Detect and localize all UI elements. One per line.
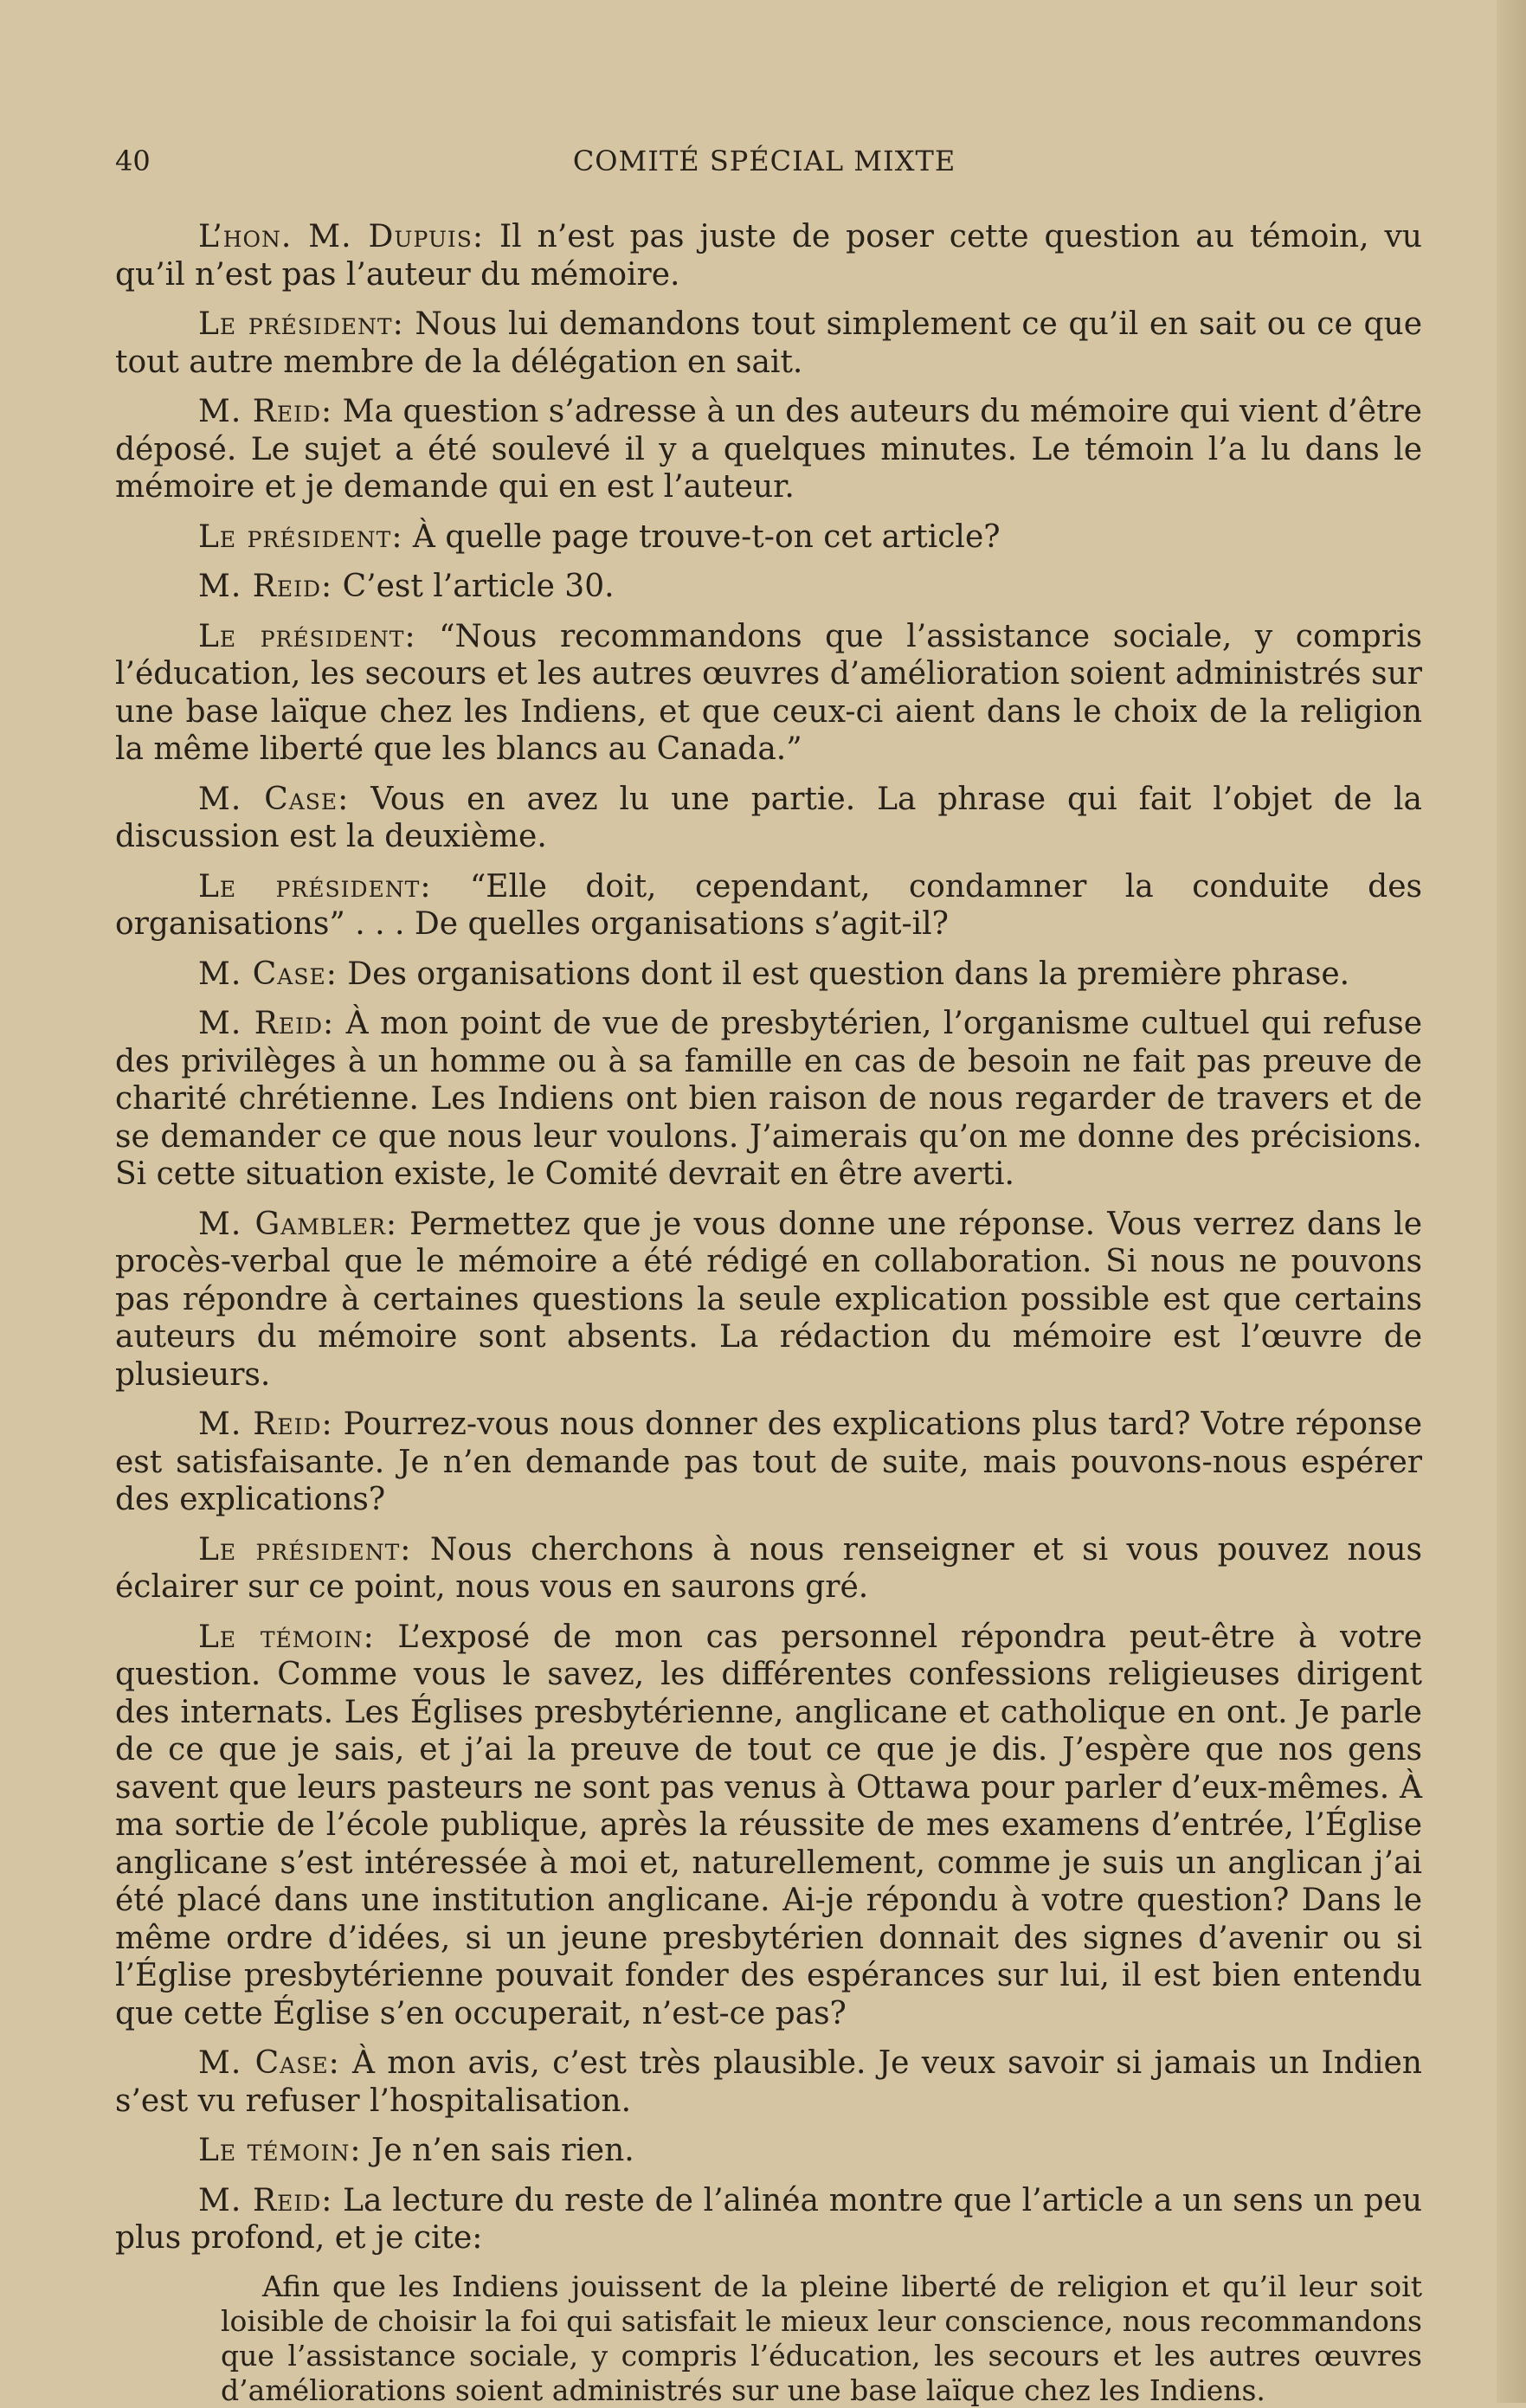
paragraph [115,2132,1422,2170]
speaker-label: M. Case: [198,781,350,817]
paragraph [115,1619,1422,2033]
speech-text: Des organisations dont il est question dans la première phrase. [337,956,1350,992]
speech-text: À quelle page trouve-t-on cet article? [402,518,1001,555]
running-title: COMITÉ SPÉCIAL MIXTE [572,145,956,177]
speech-text: Vous en avez lu une partie. La phrase qui fait l’objet de la discussion est la deuxième. [115,781,1423,854]
paragraph [115,781,1422,856]
paragraph [115,1406,1422,1519]
page-number: 40 [115,145,151,177]
speaker-label: Le président: [198,518,403,555]
paragraph [115,218,1422,293]
speaker-label: Le témoin: [198,2133,362,2168]
speech-text: Pourrez-vous nous donner des explications plus tard? Votre réponse est satisfaisante. Je n’en demande pas tout de suite, mais pouvons-nous espérer des explications? [115,1407,1422,1517]
paragraph [115,956,1422,994]
body-text [115,218,1422,2408]
speaker-label: M. Reid: [198,1407,333,1442]
speaker-label: Le témoin: [198,1619,375,1655]
speaker-label: M. Case: [198,956,338,992]
speech-text: À mon avis, c’est très plausible. Je veux savoir si jamais un Indien s’est vu refuser l’hospitalisation. [115,2045,1422,2119]
speaker-label: M. Case: [198,2045,340,2081]
paragraph [115,568,1422,606]
speaker-label: M. Reid: [198,394,333,429]
speaker-label: Le président: [198,618,416,654]
speech-text: C’est l’article 30. [332,569,615,604]
speaker-label: M. Gambler: [198,1206,398,1242]
speech-text: L’exposé de mon cas personnel répondra peut-être à votre question. Comme vous le savez, les différentes confessions religieuses dirigent des internats. Les Églises presbytérienne, anglicane et catholique en ont. Je parle de ce que je sais, et j’ai la preuve de tout ce que je dis. J’espère que nos gens savent que leurs pasteurs ne sont pas venus à Ottawa pour parler d’eux-mêmes. À ma sortie de l’école publique, après la réussite de mes examens d’entrée, l’Église anglicane s’est intéressée à moi et, naturellement, comme je suis un anglican j’ai été placé dans une institution anglicane. Ai-je répondu à votre question? Dans le même ordre d’idées, si un jeune presbytérien donnait des signes d’avenir ou si l’Église presbytérienne pouvait fonder des espérances sur lui, il est bien entendu que cette Église s’en occuperait, n’est-ce pas? [115,1619,1422,2031]
paragraph [115,393,1422,506]
speech-text: Permettez que je vous donne une réponse. Vous verrez dans le procès-verbal que le mémoire a été rédigé en collaboration. Si nous ne pouvons pas répondre à certaines questions la seule explication possible est que certains auteurs du mémoire sont absents. La rédaction du mémoire est l’œuvre de plusieurs. [115,1206,1422,1393]
paragraph [115,2044,1422,2120]
speech-text: Je n’en sais rien. [361,2133,634,2168]
speech-text: “Nous recommandons que l’assistance sociale, y compris l’éducation, les secours et les autres œuvres d’amélioration soient administrés sur une base laïque chez les Indiens, et que ceux-ci aient dans le choix de la religion la même liberté que les blancs au Canada.” [115,618,1422,767]
paragraph [115,868,1422,943]
speaker-label: Le président: [198,1531,412,1568]
speech-text: Ma question s’adresse à un des auteurs du mémoire qui vient d’être déposé. Le sujet a été soulevé il y a quelques minutes. Le témoin l’a lu dans le mémoire et je demande qui en est l’auteur. [115,394,1422,505]
speaker-label: Le président: [198,306,404,342]
speech-text: Il n’est pas juste de poser cette question au témoin, vu qu’il n’est pas l’auteur du mémoire. [115,219,1422,293]
running-head [115,142,1413,180]
paragraph [115,518,1422,557]
speaker-label: Le président: [198,868,432,905]
speech-text: Nous cherchons à nous renseigner et si vous pouvez nous éclairer sur ce point, nous vous en saurons gré. [115,1531,1423,1605]
speech-text: “Elle doit, cependant, condamner la conduite des organisations” . . . De quelles organisations s’agit-il? [115,868,1422,942]
speaker-label: M. Reid: [198,2182,333,2218]
speaker-label: M. Reid: [198,1006,335,1041]
block-quote: Afin que les Indiens jouissent de la pleine liberté de religion et qu’il leur soit loisible de choisir la foi qui satisfait le mieux leur conscience, nous recommandons que l’assistance sociale, y compris l’éducation, les secours et les autres œuvres d’améliorations soient administrés sur une base laïque chez les Indiens. [221,2269,1422,2407]
page-edge [1497,0,1526,2403]
paragraph [115,1206,1422,1394]
speech-text: La lecture du reste de l’alinéa montre que l’article a un sens un peu plus profond, et je cite: [115,2182,1423,2256]
speech-text: Nous lui demandons tout simplement ce qu’il en sait ou ce que tout autre membre de la délégation en sait. [115,306,1422,380]
speech-text: À mon point de vue de presbytérien, l’organisme cultuel qui refuse des privilèges à un homme ou à sa famille en cas de besoin ne fait pas preuve de charité chrétienne. Les Indiens ont bien raison de nous regarder de travers et de se demander ce que nous leur voulons. J’aimerais qu’on me donne des précisions. Si cette situation existe, le Comité devrait en être averti. [115,1006,1423,1192]
speaker-label: L’hon. M. Dupuis: [198,219,485,254]
paragraph [115,618,1422,769]
speaker-label: M. Reid: [198,569,333,604]
paragraph [115,306,1422,381]
paragraph [115,2182,1422,2257]
paragraph [115,1005,1422,1194]
paragraph [115,1531,1422,1606]
